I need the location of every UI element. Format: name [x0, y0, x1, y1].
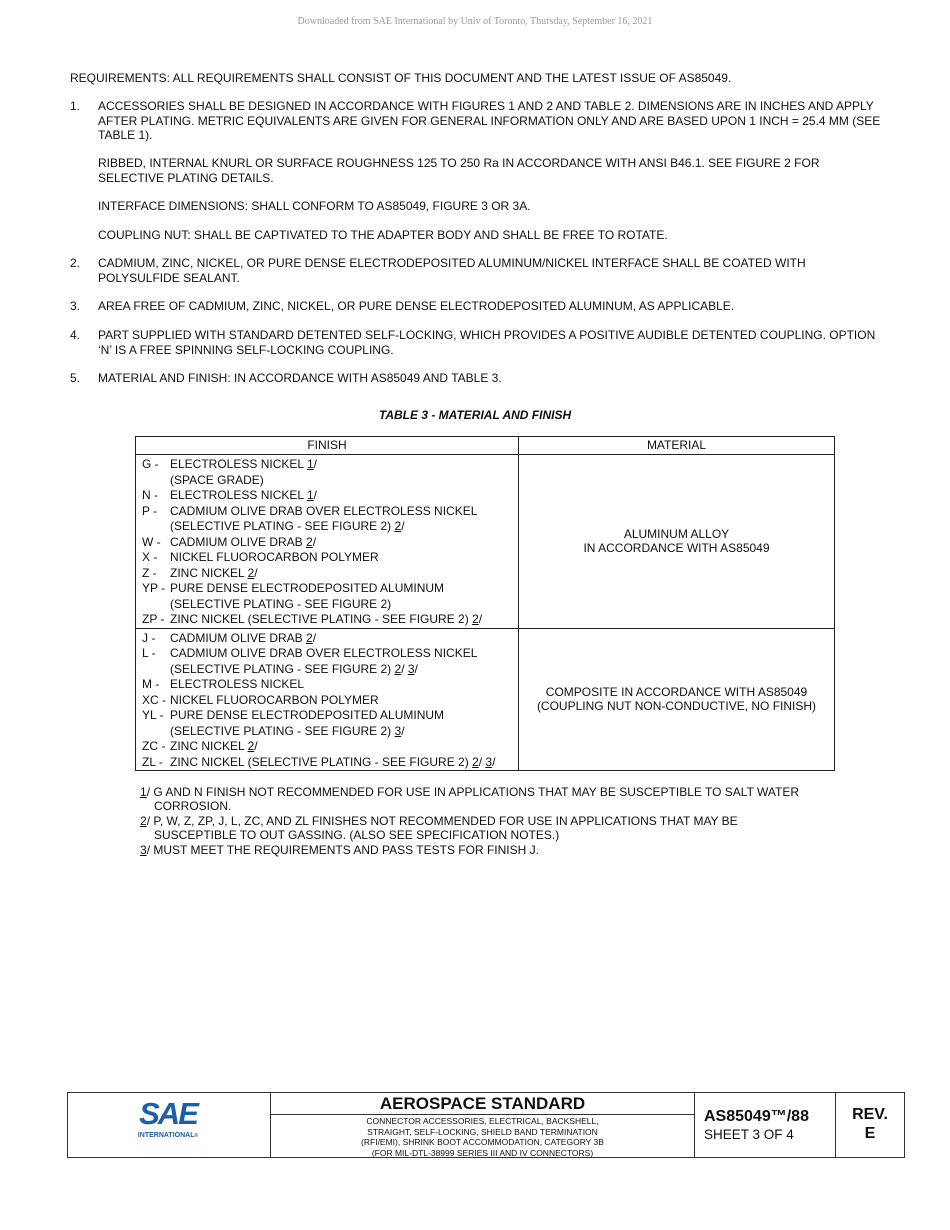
material-composite-line-2: (COUPLING NUT NON-CONDUCTIVE, NO FINISH) [536, 699, 817, 714]
finish-N: N - ELECTROLESS NICKEL 1/ [142, 488, 317, 502]
finish-P-subline: (SELECTIVE PLATING - SEE FIGURE 2) 2/ [170, 519, 405, 533]
table-title: TABLE 3 - MATERIAL AND FINISH [378, 408, 572, 422]
sae-logo-mark: SAE [139, 1096, 197, 1131]
finish-Z: Z - ZINC NICKEL 2/ [142, 565, 258, 580]
material-composite-line-1: COMPOSITE IN ACCORDANCE WITH AS85049 [545, 684, 808, 699]
item-number-4: 4. [70, 328, 81, 342]
finish-YP: YP - PURE DENSE ELECTRODEPOSITED ALUMINUM [142, 581, 445, 595]
note-1-paragraph-a: ACCESSORIES SHALL BE DESIGNED IN ACCORDANCE WITH FIGURES 1 AND 2 AND TABLE 2. DIMENSIONS ARE IN INCHES AND APPLY AFTER PLATING. METRIC EQUIVALENTS ARE GIVEN FOR GENERAL INFORMATION ONLY AND ARE BASED UPON 1 INCH = 25.4 MM (SEE TABLE 1). [98, 99, 881, 142]
material-aluminum-line-1: ALUMINUM ALLOY [623, 526, 730, 541]
sae-logo-subtitle: INTERNATIONAL® [137, 1132, 199, 1139]
finish-L: L - CADMIUM OLIVE DRAB OVER ELECTROLESS NICKEL [142, 646, 478, 660]
document-number-cell [694, 1093, 835, 1157]
finish-X: X - NICKEL FLUOROCARBON POLYMER [142, 550, 379, 564]
note-1-paragraph-d: COUPLING NUT: SHALL BE CAPTIVATED TO THE ADAPTER BODY AND SHALL BE FREE TO ROTATE. [98, 228, 668, 242]
finish-G: G - ELECTROLESS NICKEL 1/ [142, 457, 317, 471]
finish-YP-subline: (SELECTIVE PLATING - SEE FIGURE 2) [170, 596, 392, 611]
finish-list-composite [136, 628, 519, 771]
finish-W: W - CADMIUM OLIVE DRAB 2/ [142, 534, 317, 549]
item-number-5: 5. [70, 371, 81, 385]
table-header-row [136, 437, 835, 455]
title-block [67, 1092, 905, 1158]
note-1-paragraph-b: RIBBED, INTERNAL KNURL OR SURFACE ROUGHNESS 125 TO 250 Ra IN ACCORDANCE WITH ANSI B46.1. SEE FIGURE 2 FOR SELECTIVE PLATING DETAILS. [98, 156, 820, 185]
sae-logo [68, 1093, 270, 1157]
material-aluminum [519, 455, 835, 629]
finish-list-aluminum [136, 455, 519, 629]
document-description: CONNECTOR ACCESSORIES, ELECTRICAL, BACKSHELL, STRAIGHT, SELF-LOCKING, SHIELD BAND TERMINATION (RFI/EMI), SHRINK BOOT ACCOMMODATION, CATEGORY 3B (FOR MIL-DTL-38999 SERIES III AND IV CONNECTORS) [361, 1116, 604, 1158]
finish-ZP: ZP - ZINC NICKEL (SELECTIVE PLATING - SEE FIGURE 2) 2/ [142, 612, 483, 626]
revision-label: REV. [852, 1106, 888, 1123]
footnote-1: 1/ G AND N FINISH NOT RECOMMENDED FOR USE IN APPLICATIONS THAT MAY BE SUSCEPTIBLE TO SALT WATER CORROSION. [140, 785, 800, 813]
finish-P: P - CADMIUM OLIVE DRAB OVER ELECTROLESS NICKEL [142, 503, 478, 518]
material-finish-table [135, 436, 835, 771]
download-notice: Downloaded from SAE International by Univ of Toronto, Thursday, September 16, 2021 [297, 16, 653, 27]
aerospace-standard-heading: AEROSPACE STANDARD [271, 1093, 694, 1115]
finish-M: M - ELECTROLESS NICKEL [142, 677, 305, 691]
finish-column-header: FINISH [136, 437, 519, 455]
note-4: PART SUPPLIED WITH STANDARD DETENTED SELF-LOCKING, WHICH PROVIDES A POSITIVE AUDIBLE DETENTED COUPLING. OPTION ‘N’ IS A FREE SPINNING SELF-LOCKING COUPLING. [98, 328, 876, 357]
finish-ZC: ZC - ZINC NICKEL 2/ [142, 739, 258, 753]
document-number: AS85049™/88 [704, 1108, 809, 1125]
sheet-number: SHEET 3 OF 4 [704, 1127, 794, 1142]
note-3: AREA FREE OF CADMIUM, ZINC, NICKEL, OR PURE DENSE ELECTRODEPOSITED ALUMINUM, AS APPLICABLE. [98, 299, 735, 313]
finish-G-subline: (SPACE GRADE) [170, 472, 264, 487]
finish-YL: YL - PURE DENSE ELECTRODEPOSITED ALUMINUM [142, 708, 445, 722]
finish-L-subline: (SELECTIVE PLATING - SEE FIGURE 2) 2/ 3/ [170, 661, 418, 676]
material-composite [519, 628, 835, 771]
footnote-3: 3/ MUST MEET THE REQUIREMENTS AND PASS TESTS FOR FINISH J. [140, 843, 539, 857]
finish-YL-subline: (SELECTIVE PLATING - SEE FIGURE 2) 3/ [170, 723, 405, 738]
item-number-3: 3. [70, 299, 81, 313]
requirements-statement: REQUIREMENTS: ALL REQUIREMENTS SHALL CONSIST OF THIS DOCUMENT AND THE LATEST ISSUE OF AS85049. [70, 71, 732, 85]
note-5: MATERIAL AND FINISH: IN ACCORDANCE WITH AS85049 AND TABLE 3. [98, 371, 502, 385]
material-column-header: MATERIAL [519, 437, 835, 455]
note-2: CADMIUM, ZINC, NICKEL, OR PURE DENSE ELECTRODEPOSITED ALUMINUM/NICKEL INTERFACE SHALL BE COATED WITH POLYSULFIDE SEALANT. [98, 256, 806, 285]
material-aluminum-line-2: IN ACCORDANCE WITH AS85049 [583, 541, 770, 556]
finish-XC: XC - NICKEL FLUOROCARBON POLYMER [142, 692, 379, 707]
table-row [136, 628, 835, 771]
revision-value: E [864, 1125, 876, 1142]
table-row [136, 455, 835, 629]
footnote-2: 2/ P, W, Z, ZP, J, L, ZC, AND ZL FINISHES NOT RECOMMENDED FOR USE IN APPLICATIONS THAT MAY BE SUSCEPTIBLE TO OUT GASSING. (ALSO SEE SPECIFICATION NOTES.) [140, 814, 738, 842]
title-cell [270, 1093, 694, 1157]
item-number-2: 2. [70, 256, 81, 270]
finish-ZL: ZL - ZINC NICKEL (SELECTIVE PLATING - SEE FIGURE 2) 2/ 3/ [142, 754, 496, 769]
finish-J: J - CADMIUM OLIVE DRAB 2/ [142, 630, 317, 645]
note-1-paragraph-c: INTERFACE DIMENSIONS: SHALL CONFORM TO AS85049, FIGURE 3 OR 3A. [98, 199, 531, 213]
revision-cell [835, 1093, 904, 1157]
item-number-1: 1. [70, 99, 81, 113]
